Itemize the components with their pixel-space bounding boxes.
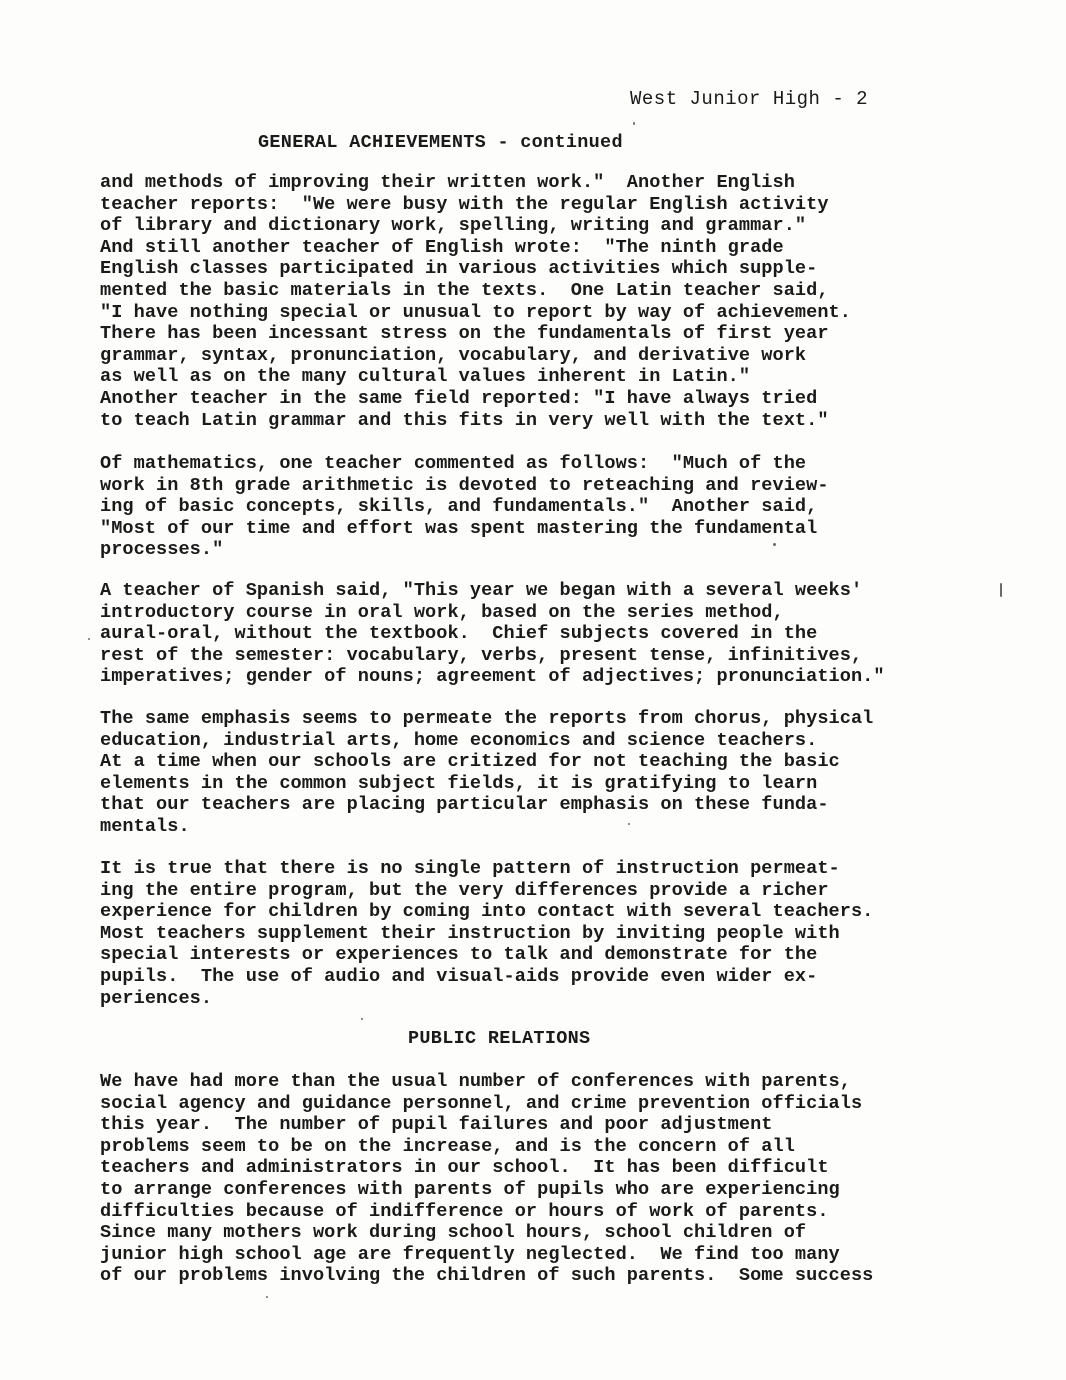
text-line: mented the basic materials in the texts. One Latin teacher said,	[100, 279, 829, 301]
text-line: English classes participated in various activities which supple-	[100, 258, 818, 280]
text-line: to teach Latin grammar and this fits in very well with the text."	[100, 409, 829, 431]
text-line: special interests or experiences to talk and demonstrate for the	[100, 944, 818, 966]
scan-speck	[88, 638, 90, 640]
text-line: teacher reports: "We were busy with the regular English activity	[100, 193, 829, 215]
text-line: And still another teacher of English wrote: "The ninth grade	[100, 236, 784, 258]
text-line: "Most of our time and effort was spent mastering the fundamental	[100, 517, 818, 539]
text-line: Another teacher in the same field reported: "I have always tried	[100, 387, 818, 409]
text-line: ing the entire program, but the very differences provide a richer	[100, 879, 829, 901]
text-line: work in 8th grade arithmetic is devoted to reteaching and review-	[100, 474, 829, 496]
text-line: At a time when our schools are critized for not teaching the basic	[100, 751, 840, 773]
text-line: processes."	[100, 539, 224, 561]
text-line: problems seem to be on the increase, and is the concern of all	[100, 1135, 795, 1157]
text-line: It is true that there is no single pattern of instruction permeat-	[100, 858, 840, 879]
paragraph-mathematics	[100, 453, 990, 561]
text-line: The same emphasis seems to permeate the reports from chorus, physical	[100, 708, 874, 729]
text-line: ing of basic concepts, skills, and fundamentals." Another said,	[100, 496, 818, 518]
section-heading-general-achievements: GENERAL ACHIEVEMENTS - continued	[258, 132, 623, 153]
text-line: introductory course in oral work, based on the series method,	[100, 601, 784, 623]
text-line: this year. The number of pupil failures and poor adjustment	[100, 1114, 773, 1136]
text-line: Since many mothers work during school hours, school children of	[100, 1222, 807, 1244]
paragraph-emphasis	[100, 708, 990, 838]
text-line: pupils. The use of audio and visual-aids provide even wider ex-	[100, 965, 818, 987]
text-line: junior high school age are frequently neglected. We find too many	[100, 1243, 840, 1265]
text-line: Most teachers supplement their instruction by inviting people with	[100, 922, 840, 944]
text-line: that our teachers are placing particular emphasis on these funda-	[100, 794, 829, 816]
text-line: "I have nothing special or unusual to report by way of achievement.	[100, 301, 851, 323]
text-line: Of mathematics, one teacher commented as follows: "Much of the	[100, 453, 807, 474]
text-line: grammar, syntax, pronunciation, vocabulary, and derivative work	[100, 344, 807, 366]
text-line: of our problems involving the children of such parents. Some success	[100, 1265, 874, 1287]
scan-speck	[1000, 583, 1002, 597]
text-line: teachers and administrators in our school. It has been difficult	[100, 1157, 829, 1179]
text-line: periences.	[100, 987, 213, 1009]
section-heading-public-relations: PUBLIC RELATIONS	[408, 1028, 591, 1049]
text-line: A teacher of Spanish said, "This year we began with a several weeks'	[100, 580, 863, 601]
scan-speck	[266, 1296, 268, 1298]
text-line: imperatives; gender of nouns; agreement of adjectives; pronunciation."	[100, 666, 885, 688]
text-line: difficulties because of indifference or hours of work of parents.	[100, 1200, 829, 1222]
paragraph-conferences	[100, 1071, 990, 1287]
text-line: elements in the common subject fields, it is gratifying to learn	[100, 772, 818, 794]
text-line: and methods of improving their written work." Another English	[100, 172, 795, 193]
scan-speck	[633, 122, 635, 125]
scan-speck	[773, 543, 776, 546]
scan-speck	[628, 823, 630, 825]
text-line: rest of the semester: vocabulary, verbs, present tense, infinitives,	[100, 644, 863, 666]
text-line: of library and dictionary work, spelling, writing and grammar."	[100, 215, 807, 237]
paragraph-instruction-pattern	[100, 858, 990, 1009]
text-line: to arrange conferences with parents of pupils who are experiencing	[100, 1178, 840, 1200]
paragraph-spanish	[100, 580, 990, 688]
page-header: West Junior High - 2	[630, 88, 869, 110]
text-line: experience for children by coming into contact with several teachers.	[100, 901, 874, 923]
text-line: There has been incessant stress on the fundamentals of first year	[100, 323, 829, 345]
text-line: as well as on the many cultural values inherent in Latin."	[100, 366, 751, 388]
text-line: aural-oral, without the textbook. Chief subjects covered in the	[100, 623, 818, 645]
text-line: mentals.	[100, 815, 190, 837]
scan-speck	[361, 1018, 363, 1020]
text-line: education, industrial arts, home economics and science teachers.	[100, 729, 818, 751]
text-line: social agency and guidance personnel, and crime prevention officials	[100, 1092, 863, 1114]
paragraph-english-latin	[100, 172, 990, 431]
text-line: We have had more than the usual number of conferences with parents,	[100, 1071, 851, 1092]
